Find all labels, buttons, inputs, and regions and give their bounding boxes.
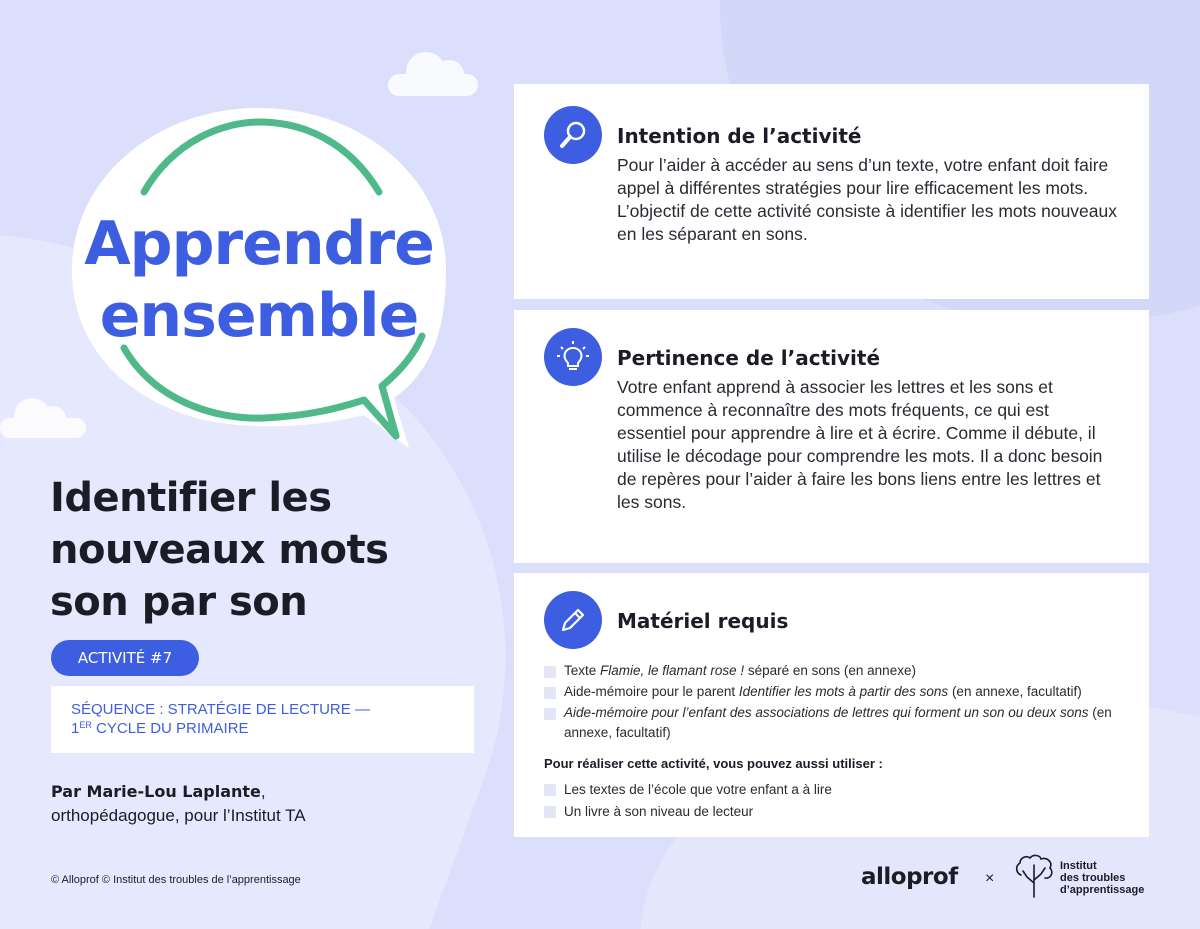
intention-body: Pour l’aider à accéder au sens d’un texte, votre enfant doit faire appel à différentes stratégies pour lire efficacement les mots. L’objectif de cette activité consiste à identifier les mots nouveaux en les séparant en sons. (617, 155, 1117, 244)
sequence-line-1: SÉQUENCE : STRATÉGIE DE LECTURE — (71, 701, 370, 718)
pencil-icon (544, 591, 602, 649)
checkbox[interactable] (544, 708, 556, 720)
item-italic: Flamie, le flamant rose ! (600, 663, 745, 678)
sequence-box (51, 686, 474, 753)
bubble-line-2: ensemble (99, 281, 419, 351)
times-sign: × (985, 870, 995, 887)
brain-tree-icon (1013, 853, 1055, 899)
also-title: Pour réaliser cette activité, vous pouvez aussi utiliser : (544, 756, 883, 771)
also-list (544, 779, 832, 823)
pertinence-title: Pertinence de l’activité (617, 346, 881, 370)
item-text: Les textes de l’école que votre enfant a à lire (564, 782, 832, 797)
author-name: Par Marie-Lou Laplante (51, 782, 261, 801)
materiel-title: Matériel requis (617, 609, 789, 633)
bubble-line-1: Apprendre (84, 209, 434, 279)
item-text: (en annexe, facultatif) (948, 684, 1082, 699)
sequence-number: 1 (71, 720, 80, 737)
lightbulb-icon (544, 328, 602, 386)
checkbox[interactable] (544, 666, 556, 678)
intention-card (514, 84, 1149, 299)
list-item (544, 779, 832, 801)
author-block: Par Marie-Lou Laplante, orthopédagogue, pour l’Institut TA (51, 780, 306, 828)
list-item (544, 682, 1139, 702)
item-text: Texte (564, 663, 601, 678)
author-role: orthopédagogue, pour l’Institut TA (51, 806, 306, 825)
item-italic: Identifier les mots à partir des sons (738, 684, 949, 699)
materiel-list (544, 661, 1139, 744)
checkbox[interactable] (544, 806, 556, 818)
page-title: Identifier les nouveaux mots son par son (50, 475, 389, 625)
item-italic: Aide-mémoire pour l’enfant des associations de lettres qui forment un son ou deux sons (564, 705, 1089, 720)
sequence-rest: CYCLE DU PRIMAIRE (91, 720, 249, 737)
ita-line-1: Institut (1060, 860, 1097, 872)
ita-line-2: des troubles (1060, 872, 1126, 884)
checkbox[interactable] (544, 784, 556, 796)
magnifier-icon (544, 106, 602, 164)
sequence-line-2 (71, 719, 454, 738)
activity-badge: ACTIVITÉ #7 (51, 640, 199, 676)
intention-title: Intention de l’activité (617, 124, 862, 148)
apprendre-ensemble-logo (64, 100, 454, 460)
pertinence-card (514, 310, 1149, 563)
bubble-title (64, 208, 454, 352)
copyright: © Alloprof © Institut des troubles de l’apprentissage (51, 874, 301, 886)
item-text: Un livre à son niveau de lecteur (564, 804, 754, 819)
alloprof-logo: alloprof (861, 864, 958, 890)
item-text: (en annexe, facultatif) (564, 705, 1112, 740)
list-item (544, 801, 832, 823)
materiel-card (514, 573, 1149, 837)
list-item (544, 661, 1139, 681)
item-text: Aide-mémoire pour le parent (564, 684, 739, 699)
cloud-decoration (388, 74, 478, 96)
item-text: séparé en sons (en annexe) (744, 663, 916, 678)
pertinence-body: Votre enfant apprend à associer les lettres et les sons et commence à reconnaître des mots fréquents, ce qui est essentiel pour apprendre à lire et à écrire. Comme il débute, il utilise le décodage pour comprendre les mots. Il a donc besoin de repères pour l’aider à faire les bons liens entre les lettres et les sons. (617, 377, 1103, 512)
checkbox[interactable] (544, 687, 556, 699)
sequence-superscript: ER (79, 720, 92, 730)
ita-logo-text (1060, 860, 1144, 896)
list-item (544, 703, 1139, 743)
ita-line-3: d’apprentissage (1060, 884, 1145, 896)
